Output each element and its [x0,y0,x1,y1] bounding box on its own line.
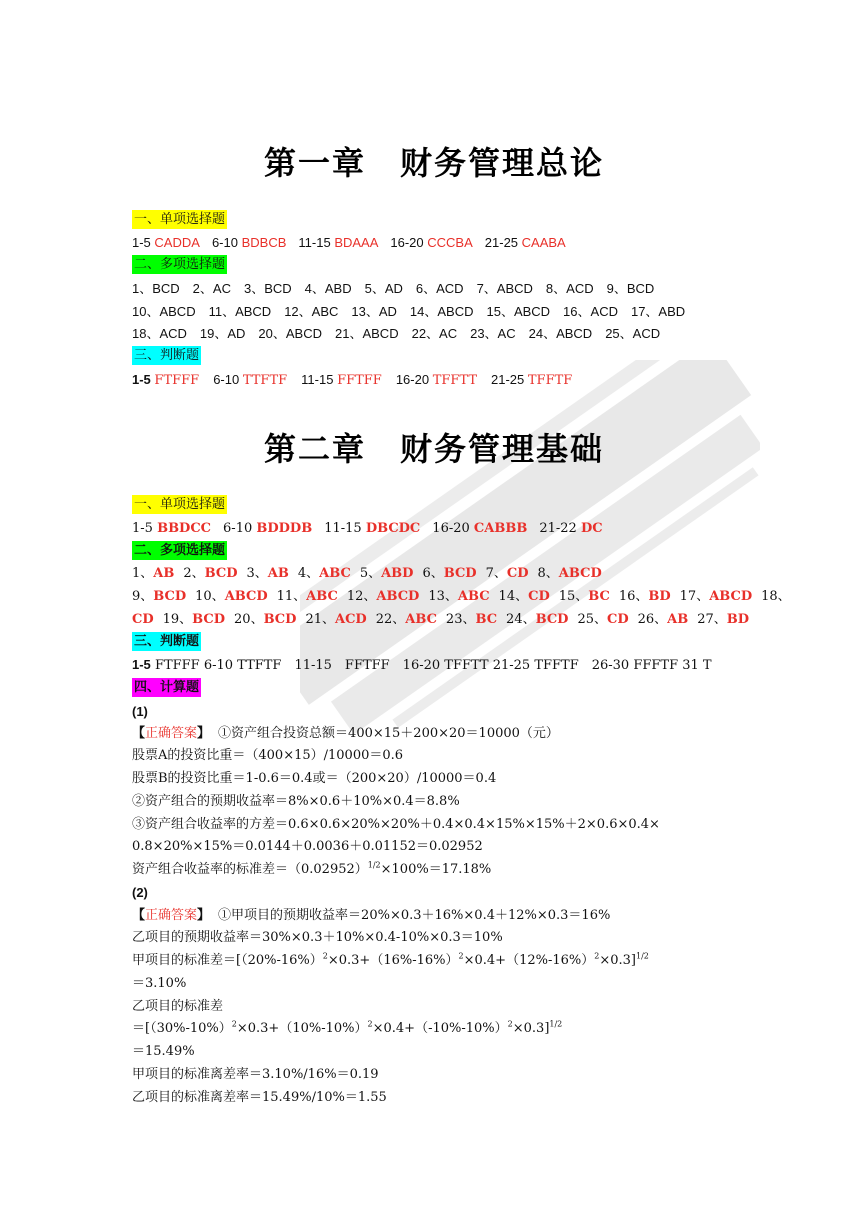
q1-number: (1) [132,704,148,719]
ch2-section-multi [132,541,227,561]
ch1-section-single [132,210,227,230]
answer-key: BDDDB [256,521,313,536]
answer-key: BCD [535,612,569,627]
answer-key: BD [648,589,671,604]
ch1-sec1-heading: 一、单项选择题 [134,212,226,227]
formula-sup: 2 [507,1019,513,1029]
answer-key: DBCDC [365,521,421,536]
q1-line: 股票A的投资比重＝（400×15）/10000＝0.6 [132,748,404,763]
q1-std-sup: 1/2 [367,860,381,870]
question-number: 21、 [305,612,335,627]
q1-std-a: 资产组合收益率的标准差＝（0.02952） [132,862,368,877]
q1-std-b: ×100%＝17.18% [380,862,492,877]
answer-key: BC [475,612,498,627]
question-number: 1、 [132,566,154,581]
question-number: 18、 [761,589,791,604]
answer-key: ABC [306,589,338,604]
answer-range: 16-20 [395,372,430,387]
answer-range: 6-10 [223,521,253,536]
question-number: 3、 [246,566,268,581]
chapter2-title: 第二章 财务管理基础 [263,430,604,468]
ch1-section-tf [132,346,201,366]
answer-key: ABD [381,566,414,581]
answer-range: 1-5 [132,521,153,536]
answer-key: ABC [405,612,437,627]
answer-key: CD [506,566,529,581]
q2-first-line: ①甲项目的预期收益率＝20%×0.3＋16%×0.4＋12%×0.3＝16% [218,908,611,923]
q1-answer-tag: 正确答案 [145,726,198,741]
answer-range: 6-10 [211,235,238,250]
answer-key: ABCD [376,589,420,604]
ch1-multi-row: 18、ACD 19、AD 20、ABCD 21、ABCD 22、AC 23、AC 24、ABCD 25、ACD [132,326,661,341]
answer-key: TFFTT [432,373,477,388]
answer-key: FTFFF [154,373,200,388]
q1-std-line [132,860,491,880]
q1-bracket-close: 】 [197,726,211,741]
answer-range: 21-25 [484,235,519,250]
answer-key: TFFTF [527,373,573,388]
question-number: 16、 [618,589,649,604]
answer-key: CADDA [154,235,200,250]
question-number: 23、 [445,612,476,627]
question-number: 24、 [506,612,536,627]
question-number: 27、 [697,612,727,627]
answer-key: BDAAA [334,235,379,250]
question-number: 12、 [346,589,377,604]
q2-answer-tag: 正确答案 [145,908,198,923]
question-number: 11、 [276,589,307,604]
answer-key: CD [132,612,154,627]
question-number: 22、 [375,612,406,627]
question-number: 2、 [183,566,205,581]
ch2-tf-label: 1-5 [132,657,151,672]
q2-bracket-close: 】 [197,908,211,923]
question-number: 14、 [498,589,529,604]
ch1-multi-row: 1、BCD 2、AC 3、BCD 4、ABD 5、AD 6、ACD 7、ABCD 8、ACD 9、BCD [132,281,655,296]
ch2-sec1-heading: 一、单项选择题 [134,497,226,512]
answer-key: CAABA [521,235,566,250]
question-number: 17、 [679,589,710,604]
formula-part: ×0.4+（12%-16%） [463,953,595,968]
q2-cv-line: 乙项目的标准离差率＝15.49%/10%＝1.55 [132,1090,387,1105]
q1-answer-first [132,724,559,744]
question-number: 20、 [234,612,264,627]
question-number: 9、 [132,589,154,604]
answer-range: 6-10 [213,372,240,387]
ch1-tf-answers [132,370,586,391]
q2-bracket-open: 【 [132,908,146,923]
ch2-tf-line: FTFFF 6-10 TTFTF 11-15 FFTFF 16-20 TFFTT 21-25 TFFTF 26-30 FFFTF 31 T [154,658,712,673]
answer-key: BCD [263,612,297,627]
answer-key: BCD [443,566,477,581]
formula-part: ×0.3] [512,1021,550,1036]
answer-range: 11-15 [324,521,362,536]
q1-first-line: ①资产组合投资总额＝400×15＋200×20＝10000（元） [218,726,559,741]
answer-key: BC [588,589,610,604]
answer-key: FFTFF [337,373,382,388]
ch2-multi-row [132,610,758,630]
answer-key: CD [607,612,629,627]
formula-part: ＝[（30%-10%） [132,1021,232,1036]
ch2-section-single [132,495,227,515]
q1-line: ②资产组合的预期收益率＝8%×0.6＋10%×0.4＝8.8% [132,794,460,809]
chapter1-title: 第一章 财务管理总论 [263,144,604,182]
formula-sup: 2 [322,951,328,961]
answer-range: 11-15 [298,235,331,250]
answer-key: CD [528,589,550,604]
answer-key: BDBCB [241,235,287,250]
answer-key: ABC [457,589,490,604]
ch1-sec2-heading: 二、多项选择题 [134,257,226,272]
answer-key: AB [153,566,175,581]
formula-part: ×0.3+（16%-16%） [327,953,459,968]
answer-range: 21-22 [539,521,577,536]
answer-key: CCCBA [427,235,473,250]
ch2-tf-answers [132,655,712,676]
answer-key: BCD [192,612,226,627]
q2-jia-std [132,951,649,971]
q1-line: 0.8×20%×15%＝0.0144＋0.0036＋0.01152＝0.02952 [132,839,483,854]
answer-key: ABCD [224,589,268,604]
formula-part: ×0.4+（-10%-10%） [372,1021,508,1036]
formula-sup: 2 [458,951,464,961]
question-number: 13、 [428,589,458,604]
ch1-multi-row: 10、ABCD 11、ABCD 12、ABC 13、AD 14、ABCD 15、ABCD 16、ACD 17、ABD [132,304,686,319]
answer-range: 1-5 [132,235,151,250]
q2-jia-result: ＝3.10% [132,976,187,991]
question-number: 8、 [537,566,559,581]
q1-line: ③资产组合收益率的方差＝0.6×0.6×20%×20%＋0.4×0.4×15%×15%＋2×0.6×0.4× [132,817,660,832]
answer-key: BCD [204,566,238,581]
answer-range: 21-25 [491,372,525,387]
question-number: 25、 [577,612,607,627]
q2-yi-result: ＝15.49% [132,1044,195,1059]
q1-bracket-open: 【 [132,726,146,741]
q2-cv-line: 甲项目的标准离差率＝3.10%/16%＝0.19 [132,1067,379,1082]
answer-key: ABC [319,566,351,581]
question-number: 4、 [297,566,320,581]
ch2-multi-row [132,564,611,584]
formula-sup: 1/2 [549,1019,563,1029]
answer-range: 11-15 [301,372,334,387]
formula-part: ×0.3] [599,953,636,968]
question-number: 26、 [637,612,668,627]
answer-range: 16-20 [390,235,424,250]
answer-range: 1-5 [132,372,151,387]
answer-key: AB [267,566,289,581]
watermark-stamp [297,360,760,740]
answer-key: BCD [153,589,187,604]
ch2-single-answers [132,519,615,539]
answer-key: BBDCC [157,521,212,536]
answer-key: BD [726,612,750,627]
q1-line: 股票B的投资比重＝1-0.6＝0.4或＝（200×20）/10000＝0.4 [132,771,497,786]
formula-sup: 2 [231,1019,237,1029]
answer-key: TTFTF [242,373,288,388]
q2-line: 乙项目的预期收益率＝30%×0.3＋10%×0.4-10%×0.3＝10% [132,930,503,945]
ch2-sec2-heading: 二、多项选择题 [134,543,226,558]
question-number: 7、 [485,566,507,581]
ch1-single-answers [132,233,578,253]
answer-key: AB [667,612,689,627]
ch2-sec4-heading: 四、计算题 [134,680,200,695]
ch2-section-calc [132,678,201,698]
answer-key: DC [580,521,603,536]
answer-key: ABCD [709,589,753,604]
ch2-sec3-heading: 三、判断题 [134,634,200,649]
answer-key: ACD [334,612,367,627]
formula-part: ×0.3+（10%-10%） [236,1021,368,1036]
ch2-multi-row [132,587,800,607]
ch1-sec3-heading: 三、判断题 [134,348,200,363]
question-number: 5、 [359,566,382,581]
q2-answer-first [132,906,610,926]
question-number: 19、 [162,612,193,627]
answer-key: CABBB [473,521,528,536]
question-number: 15、 [558,589,589,604]
ch1-section-multi [132,255,227,275]
formula-sup: 2 [367,1019,373,1029]
question-number: 6、 [422,566,444,581]
q2-yi-std [132,1019,562,1039]
q2-yi-label: 乙项目的标准差 [132,999,224,1014]
formula-sup: 1/2 [636,951,649,961]
answer-key: ABCD [558,566,602,581]
ch2-section-tf [132,632,201,652]
q2-number: (2) [132,885,148,900]
answer-range: 16-20 [432,521,470,536]
formula-sup: 2 [594,951,600,961]
question-number: 10、 [195,589,225,604]
formula-part: 甲项目的标准差＝[（20%-16%） [132,953,323,968]
